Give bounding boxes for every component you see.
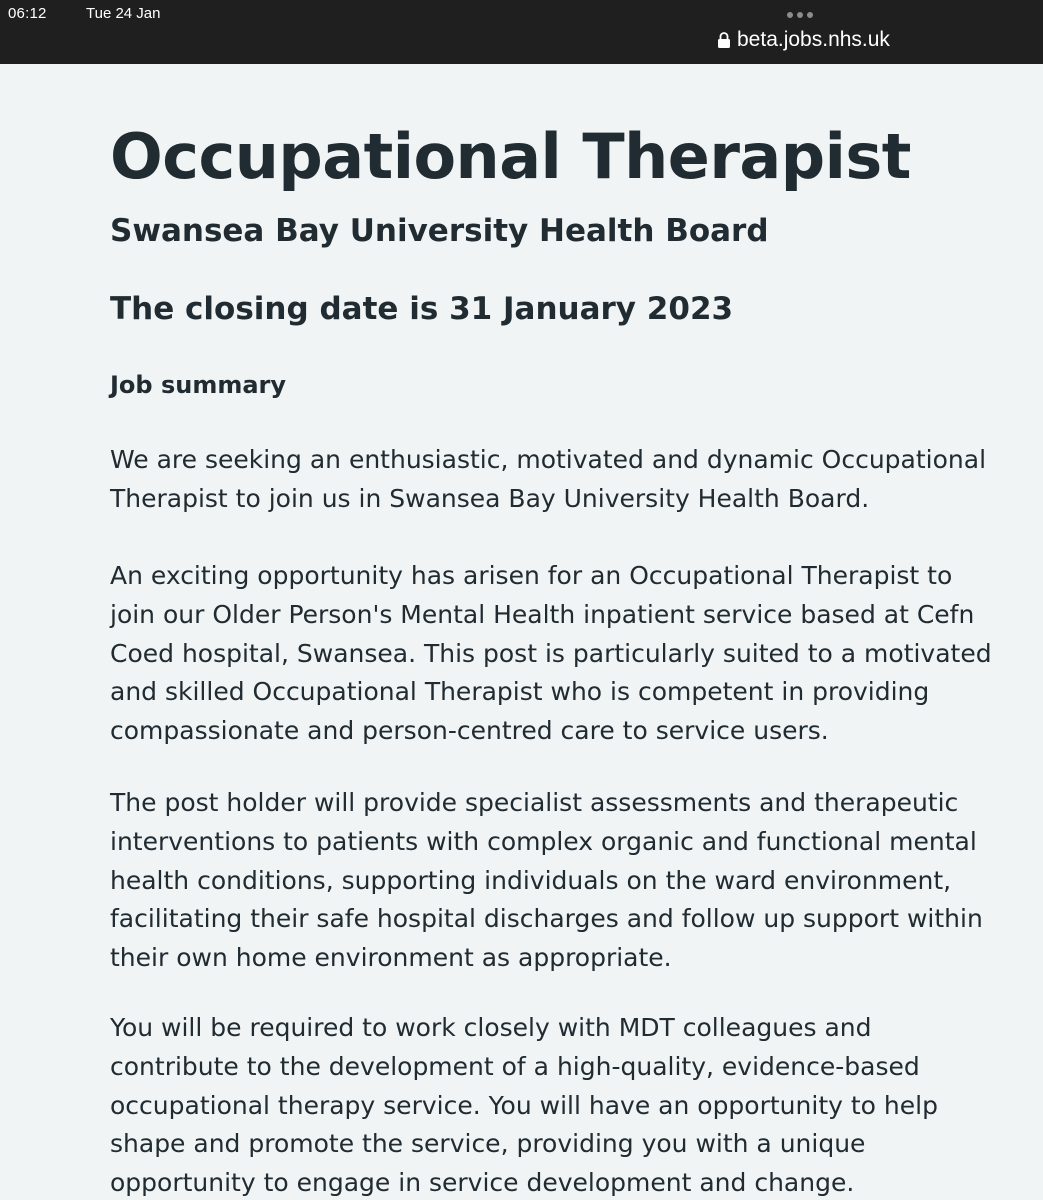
text-line: shape and promote the service, providing you with a unique (110, 1129, 866, 1159)
closing-date: The closing date is 31 January 2023 (110, 291, 734, 327)
job-summary-heading: Job summary (110, 371, 287, 399)
text-line: An exciting opportunity has arisen for an Occupational Therapist to (110, 561, 953, 590)
summary-paragraph (110, 441, 1020, 519)
text-line: opportunity to engage in service development and change. (110, 1168, 855, 1198)
text-line: occupational therapy service. You will have an opportunity to help (110, 1090, 938, 1120)
text-line: contribute to the development of a high-quality, evidence-based (110, 1051, 920, 1081)
text-line: facilitating their safe hospital discharges and follow up support within (110, 904, 983, 934)
status-date: Tue 24 Jan (86, 5, 161, 22)
summary-paragraph (110, 557, 1020, 751)
text-line: join our Older Person's Mental Health inpatient service based at Cefn (110, 599, 975, 629)
lock-icon (717, 31, 731, 49)
status-bar (0, 0, 1043, 64)
text-line: Coed hospital, Swansea. This post is particularly suited to a motivated (110, 638, 992, 668)
text-line: We are seeking an enthusiastic, motivated and dynamic Occupational (110, 445, 987, 474)
text-line: Therapist to join us in Swansea Bay University Health Board. (110, 483, 870, 513)
url-text: beta.jobs.nhs.uk (737, 28, 890, 51)
text-line: compassionate and person-centred care to service users. (110, 716, 829, 746)
text-line: health conditions, supporting individuals on the ward environment, (110, 865, 952, 895)
text-line: The post holder will provide specialist assessments and therapeutic (110, 788, 959, 817)
text-line: You will be required to work closely with MDT colleagues and (110, 1013, 872, 1042)
address-bar[interactable] (717, 28, 890, 52)
more-dots-icon[interactable] (785, 8, 815, 22)
text-line: and skilled Occupational Therapist who is competent in providing (110, 677, 930, 707)
summary-paragraph (110, 1009, 1020, 1200)
text-line: their own home environment as appropriate. (110, 943, 672, 973)
text-line: interventions to patients with complex organic and functional mental (110, 826, 977, 856)
summary-paragraph (110, 784, 1020, 978)
page-title: Occupational Therapist (110, 120, 911, 193)
status-time: 06:12 (8, 5, 47, 22)
employer-name: Swansea Bay University Health Board (110, 213, 769, 249)
